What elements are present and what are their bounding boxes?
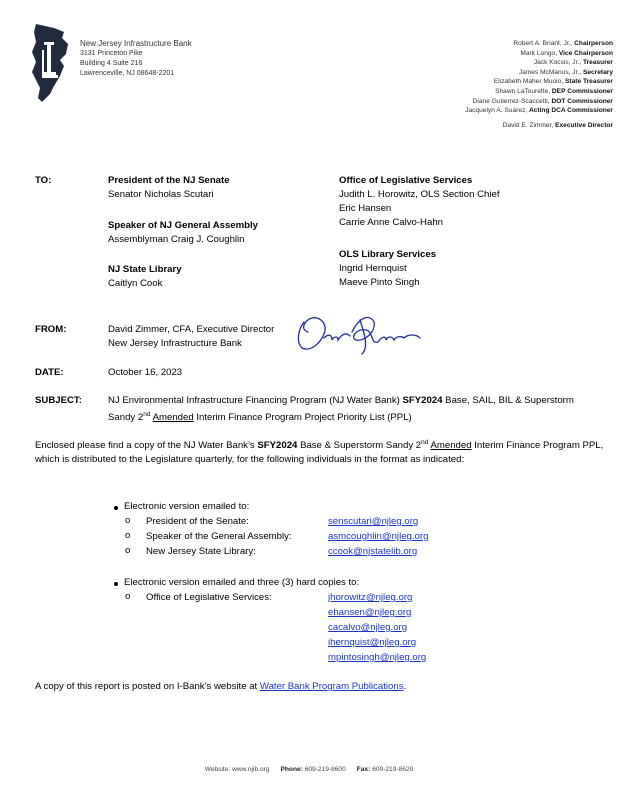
dist-label: Office of Legislative Services: — [146, 592, 272, 603]
sub-bullet: o — [125, 530, 131, 541]
date-value: October 16, 2023 — [108, 367, 183, 378]
recipient-title: NJ State Library — [108, 264, 182, 275]
recipient-name: Assemblyman Craig J. Coughlin — [108, 234, 245, 245]
address-line: 3131 Princeton Pike — [80, 50, 143, 57]
recipient-ols-library — [339, 248, 436, 290]
sub-bullet: o — [125, 545, 131, 556]
recipient-name: Ingrid Hernquist — [339, 263, 407, 274]
from-block — [108, 323, 274, 351]
footer-contact — [0, 766, 618, 773]
board-member: Jacquelyn A. Suárez, Acting DCA Commissioner — [465, 107, 613, 115]
recipient-name: Maeve Pinto Singh — [339, 277, 420, 288]
email-link[interactable]: senscutari@njleg.org — [328, 516, 419, 527]
board-list — [313, 39, 613, 130]
from-label: FROM: — [35, 324, 67, 335]
recipient-library — [108, 263, 182, 291]
website-label: Website: — [204, 766, 231, 773]
bullet-dot — [114, 506, 118, 510]
executive-director: David E. Zimmer, Executive Director — [502, 121, 613, 129]
recipient-assembly — [108, 219, 258, 247]
bullet-text: Electronic version emailed and three (3) hard copies to: — [124, 577, 360, 588]
dist-label: New Jersey State Library: — [146, 546, 256, 557]
phone-label: Phone: — [280, 766, 303, 773]
board-member: Diane Gutierrez-Scaccetti, DOT Commissioner — [472, 97, 613, 105]
bullet-text: Electronic version emailed to: — [124, 501, 250, 512]
recipient-name: Carrie Anne Calvo-Hahn — [339, 217, 443, 228]
sub-bullet: o — [125, 591, 131, 602]
subject-text: NJ Environmental Infrastructure Financing Program (NJ Water Bank) SFY2024 Base, SAIL, BIL & Superstorm Sandy 2nd Amended Interim Finance Program Project Priority List (PPL) — [108, 395, 574, 424]
recipient-name: Senator Nicholas Scutari — [108, 189, 214, 200]
email-link[interactable]: ehansen@njleg.org — [328, 607, 412, 618]
website-value: www.njib.org — [232, 766, 270, 773]
address-line: Building 4 Suite 216 — [80, 60, 143, 67]
email-link[interactable]: mpintosingh@njleg.org — [328, 652, 427, 663]
subject-label: SUBJECT: — [35, 395, 82, 406]
fax-value: 609-219-8620 — [372, 766, 414, 773]
email-link[interactable]: asmcoughlin@njleg.org — [328, 531, 429, 542]
date-label: DATE: — [35, 367, 64, 378]
recipient-title: President of the NJ Senate — [108, 175, 230, 186]
dist-label: President of the Senate: — [146, 516, 249, 527]
org-name: New Jersey Infrastructure Bank — [80, 39, 192, 48]
org-address-block — [80, 38, 192, 79]
closing-line: A copy of this report is posted on I-Bank’s website at Water Bank Program Publications. — [35, 681, 407, 692]
recipient-title: Office of Legislative Services — [339, 175, 473, 186]
board-member: James McManus, Jr., Secretary — [518, 68, 613, 76]
recipient-senate — [108, 174, 230, 202]
signature-image — [290, 308, 440, 356]
dist-label: Speaker of the General Assembly: — [146, 531, 292, 542]
bullet-dot — [114, 582, 118, 586]
email-link[interactable]: ihernquist@njleg.org — [328, 637, 417, 648]
board-member: Shawn LaTourette, DEP Commissioner — [495, 87, 613, 95]
publications-link[interactable]: Water Bank Program Publications — [259, 681, 404, 692]
board-member: Robert A. Briant, Jr., Chairperson — [513, 40, 613, 47]
recipient-ols — [339, 174, 500, 230]
email-link[interactable]: cacalvo@njleg.org — [328, 622, 408, 633]
to-label: TO: — [35, 175, 52, 186]
recipient-title: OLS Library Services — [339, 249, 437, 260]
recipient-name: Caitlyn Cook — [108, 278, 163, 289]
email-link[interactable]: jhorowitz@njleg.org — [328, 592, 413, 603]
fax-label: Fax: — [356, 766, 371, 773]
recipient-name: Judith L. Horowitz, OLS Section Chief — [339, 189, 500, 200]
sub-bullet: o — [125, 515, 131, 526]
body-paragraph: Enclosed please find a copy of the NJ Water Bank’s SFY2024 Base & Superstorm Sandy 2nd Amended Interim Finance Program PPL, which is distributed to the Legislature quarterly, for the following individuals in the format as indicated: — [35, 439, 604, 466]
board-member: Elizabeth Maher Muoio, State Treasurer — [493, 78, 613, 86]
board-member: Jack Kocsis, Jr., Treasurer — [533, 59, 613, 67]
recipient-title: Speaker of NJ General Assembly — [108, 220, 259, 231]
board-member: Mark Longo, Vice Chairperson — [520, 49, 613, 57]
address-line: Lawrenceville, NJ 08648-2201 — [80, 70, 175, 77]
recipient-name: Eric Hansen — [339, 203, 392, 214]
from-org: New Jersey Infrastructure Bank — [108, 338, 242, 349]
phone-value: 609-219-8600 — [304, 766, 346, 773]
email-link[interactable]: ccook@njstatelib.org — [328, 546, 418, 557]
nj-state-logo — [30, 22, 72, 104]
from-name: David Zimmer, CFA, Executive Director — [108, 324, 275, 335]
